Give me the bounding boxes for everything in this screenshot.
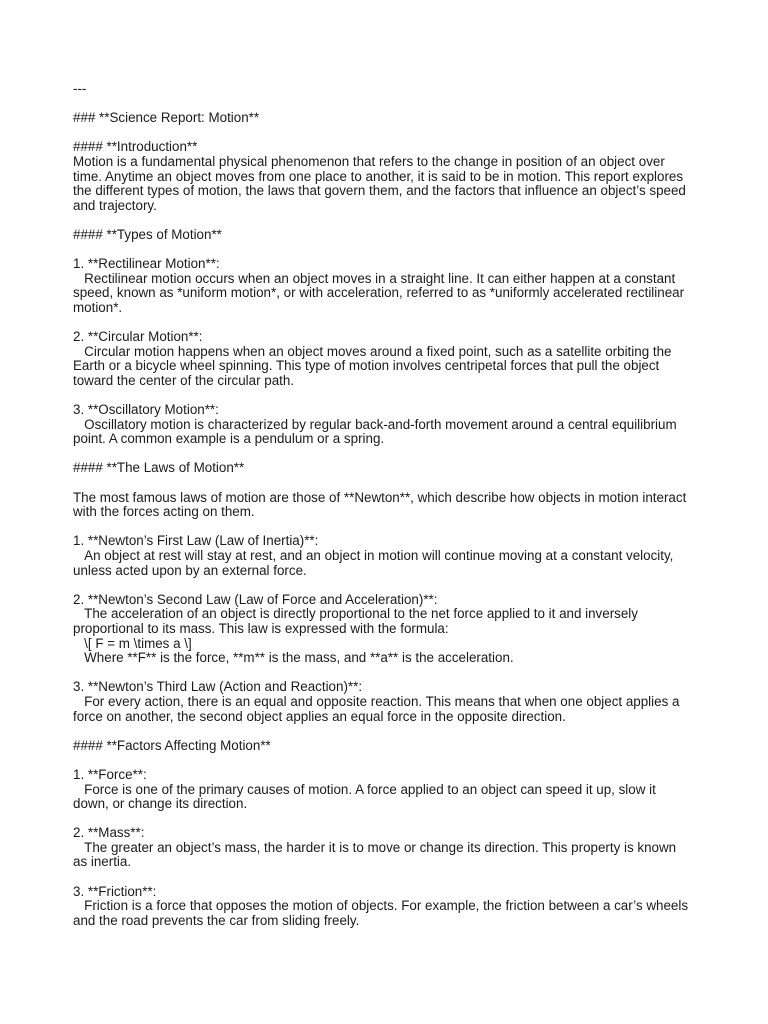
force-title: 1. **Force**: bbox=[73, 766, 147, 782]
oscillatory-motion-text: Oscillatory motion is characterized by regular back-and-forth movement around a central equilibrium point. A common example is a pendulum or a spring. bbox=[73, 416, 681, 447]
second-law-formula: \[ F = m \times a \] bbox=[73, 635, 192, 651]
spacer bbox=[73, 666, 693, 681]
mass-text: The greater an object’s mass, the harder it is to move or change its direction. This property is known as inertia. bbox=[73, 839, 680, 870]
spacer bbox=[73, 578, 693, 593]
factors-heading: #### **Factors Affecting Motion** bbox=[73, 737, 271, 753]
friction-title: 3. **Friction**: bbox=[73, 883, 157, 899]
third-law-title: 3. **Newton’s Third Law (Action and Reaction)**: bbox=[73, 679, 363, 695]
spacer bbox=[73, 97, 693, 112]
spacer bbox=[73, 753, 693, 768]
force-text: Force is one of the primary causes of motion. A force applied to an object can speed it up, slow it down, or change its direction. bbox=[73, 781, 660, 812]
spacer bbox=[73, 126, 693, 141]
spacer bbox=[73, 213, 693, 228]
spacer bbox=[73, 870, 693, 885]
spacer bbox=[73, 812, 693, 827]
spacer bbox=[73, 316, 693, 331]
spacer bbox=[73, 476, 693, 491]
second-law-title: 2. **Newton’s Second Law (Law of Force and Acceleration)**: bbox=[73, 591, 438, 607]
types-of-motion-heading: #### **Types of Motion** bbox=[73, 226, 222, 242]
spacer bbox=[73, 724, 693, 739]
document-page bbox=[73, 82, 693, 928]
laws-intro-text: The most famous laws of motion are those of **Newton**, which describe how objects in motion interact with the forces acting on them. bbox=[73, 489, 691, 520]
laws-of-motion-heading: #### **The Laws of Motion** bbox=[73, 460, 245, 476]
spacer bbox=[73, 388, 693, 403]
spacer bbox=[73, 447, 693, 462]
rectilinear-motion-title: 1. **Rectilinear Motion**: bbox=[73, 256, 220, 272]
friction-text: Friction is a force that opposes the motion of objects. For example, the friction between a car’s wheels and the road prevents the car from sliding freely. bbox=[73, 898, 692, 928]
separator: --- bbox=[73, 81, 87, 96]
introduction-text: Motion is a fundamental physical phenomenon that refers to the change in position of an object over time. Anytime an object moves from one place to another, it is said to be in motion. This report explores the different types of motion, the laws that govern them, and the factors that influence an object’s speed and trajectory. bbox=[73, 153, 690, 213]
mass-title: 2. **Mass**: bbox=[73, 825, 145, 841]
oscillatory-motion-title: 3. **Oscillatory Motion**: bbox=[73, 402, 219, 418]
spacer bbox=[73, 243, 693, 258]
introduction-heading: #### **Introduction** bbox=[73, 139, 198, 155]
spacer bbox=[73, 520, 693, 535]
report-title: ### **Science Report: Motion** bbox=[73, 110, 260, 126]
rectilinear-motion-text: Rectilinear motion occurs when an object moves in a straight line. It can either happen at a constant speed, known as *uniform motion*, or with acceleration, referred to as *uniformly accelerated rectilinear motion*. bbox=[73, 270, 688, 315]
third-law-text: For every action, there is an equal and opposite reaction. This means that when one object applies a force on another, the second object applies an equal force in the opposite direction. bbox=[73, 693, 684, 724]
second-law-where: Where **F** is the force, **m** is the mass, and **a** is the acceleration. bbox=[73, 650, 514, 666]
circular-motion-title: 2. **Circular Motion**: bbox=[73, 329, 203, 345]
first-law-title: 1. **Newton’s First Law (Law of Inertia)**: bbox=[73, 533, 319, 549]
circular-motion-text: Circular motion happens when an object moves around a fixed point, such as a satellite orbiting the Earth or a bicycle wheel spinning. This type of motion involves centripetal forces that pull the object toward the center of the circular path. bbox=[73, 343, 676, 388]
first-law-text: An object at rest will stay at rest, and an object in motion will continue moving at a constant velocity, unless acted upon by an external force. bbox=[73, 548, 678, 578]
second-law-text: The acceleration of an object is directly proportional to the net force applied to it and inversely proportional to its mass. This law is expressed with the formula: bbox=[73, 606, 642, 636]
